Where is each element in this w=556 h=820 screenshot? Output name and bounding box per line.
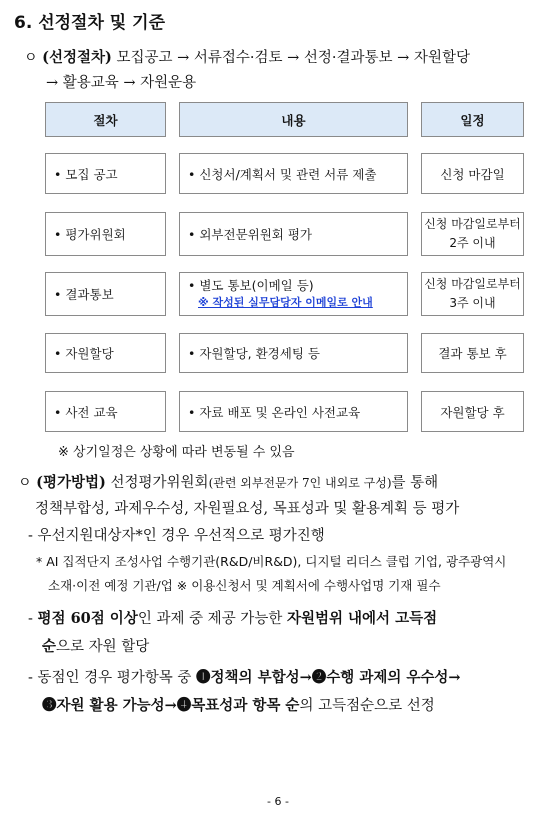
footnote-line1: * AI 집적단지 조성사업 수행기관(R&D/비R&D), 디지털 리더스 클럽 기업, 광주광역시 bbox=[36, 554, 507, 569]
evaluation-bullet: ㅇ bbox=[18, 475, 32, 491]
schedule-text: 3주 이내 bbox=[449, 296, 496, 310]
header-content: 내용 bbox=[179, 102, 408, 137]
evaluation-text-small: (관련 외부전문가 7인 내외로 구성) bbox=[208, 476, 392, 490]
score-item: - 평점 60점 이상인 과제 중 제공 가능한 자원범위 내에서 고득점 순으로 자원 할당 bbox=[28, 610, 438, 655]
schedule-text: 자원할당 후 bbox=[440, 404, 505, 420]
schedule-text: 2주 이내 bbox=[449, 236, 496, 250]
score-threshold: 평점 60점 이상 bbox=[37, 610, 138, 627]
schedule-cell bbox=[421, 333, 524, 373]
evaluation-text: 선정평가위원회 bbox=[110, 475, 209, 491]
schedule-cell bbox=[421, 391, 524, 432]
schedule-text: 신청 마감일 bbox=[440, 166, 505, 182]
procedure-bullet: ㅇ bbox=[24, 50, 38, 66]
content-cell: • 자료 배포 및 온라인 사전교육 bbox=[179, 391, 408, 432]
step-cell: • 사전 교육 bbox=[45, 391, 166, 432]
procedure-line2: → 활용교육 → 자원운용 bbox=[46, 75, 197, 91]
score-order: 순 bbox=[42, 638, 57, 655]
schedule-cell bbox=[421, 272, 524, 316]
schedule-cell bbox=[421, 212, 524, 256]
score-line2: 으로 자원 할당 bbox=[56, 639, 150, 655]
step-cell: • 자원할당 bbox=[45, 333, 166, 373]
step-cell: • 평가위원회 bbox=[45, 212, 166, 256]
page-number: - 6 - bbox=[267, 795, 289, 808]
section-title: 6. 선정절차 및 기준 bbox=[14, 13, 165, 33]
tie-break-criteria-2: ❸자원 활용 가능성→❹목표성과 항목 순 bbox=[42, 697, 300, 714]
priority-item: - 우선지원대상자*인 경우 우선적으로 평가진행 bbox=[28, 528, 325, 544]
tie-break-criteria-1: ❶정책의 부합성→❷수행 과제의 우수성→ bbox=[196, 669, 461, 686]
tie-break-pre: - 동점인 경우 평가항목 중 bbox=[28, 670, 197, 686]
evaluation-line2: 정책부합성, 과제우수성, 자원필요성, 목표성과 및 활용계획 등 평가 bbox=[35, 501, 460, 517]
content-cell: • 외부전문위원회 평가 bbox=[179, 212, 408, 256]
step-cell: • 결과통보 bbox=[45, 272, 166, 316]
footnote-line2: 소재·이전 예정 기관/업 ※ 이용신청서 및 계획서에 수행사업명 기재 필수 bbox=[48, 578, 441, 593]
procedure-paragraph bbox=[24, 45, 544, 96]
evaluation-label: (평가방법) bbox=[36, 474, 106, 491]
schedule-text: 신청 마감일로부터 bbox=[424, 217, 521, 231]
schedule-remark: ※ 상기일정은 상황에 따라 변동될 수 있음 bbox=[58, 445, 295, 460]
content-cell bbox=[179, 272, 408, 316]
procedure-label: (선정절차) bbox=[42, 49, 112, 66]
schedule-text: 결과 통보 후 bbox=[438, 346, 507, 361]
priority-footnote bbox=[36, 550, 548, 598]
content-cell: • 자원할당, 환경세팅 등 bbox=[179, 333, 408, 373]
tie-break-item bbox=[28, 664, 548, 720]
content-note: ※ 작성된 실무담당자 이메일로 안내 bbox=[198, 296, 373, 309]
evaluation-paragraph bbox=[18, 470, 548, 522]
content-cell: • 신청서/계획서 및 관련 서류 제출 bbox=[179, 153, 408, 194]
content-text: • 별도 통보(이메일 등) bbox=[188, 278, 314, 293]
score-emphasis: 자원범위 내에서 고득점 bbox=[286, 610, 438, 627]
schedule-cell bbox=[421, 153, 524, 194]
header-step: 절차 bbox=[45, 102, 166, 137]
score-text: 인 과제 중 제공 가능한 bbox=[137, 611, 287, 627]
tie-break-end: 의 고득점순으로 선정 bbox=[299, 698, 435, 714]
step-cell: • 모집 공고 bbox=[45, 153, 166, 194]
schedule-text: 신청 마감일로부터 bbox=[424, 277, 521, 291]
procedure-line1: 모집공고 → 서류접수·검토 → 선정·결과통보 → 자원할당 bbox=[116, 50, 470, 66]
header-schedule: 일정 bbox=[421, 102, 524, 137]
evaluation-text-end: 를 통해 bbox=[391, 475, 439, 491]
